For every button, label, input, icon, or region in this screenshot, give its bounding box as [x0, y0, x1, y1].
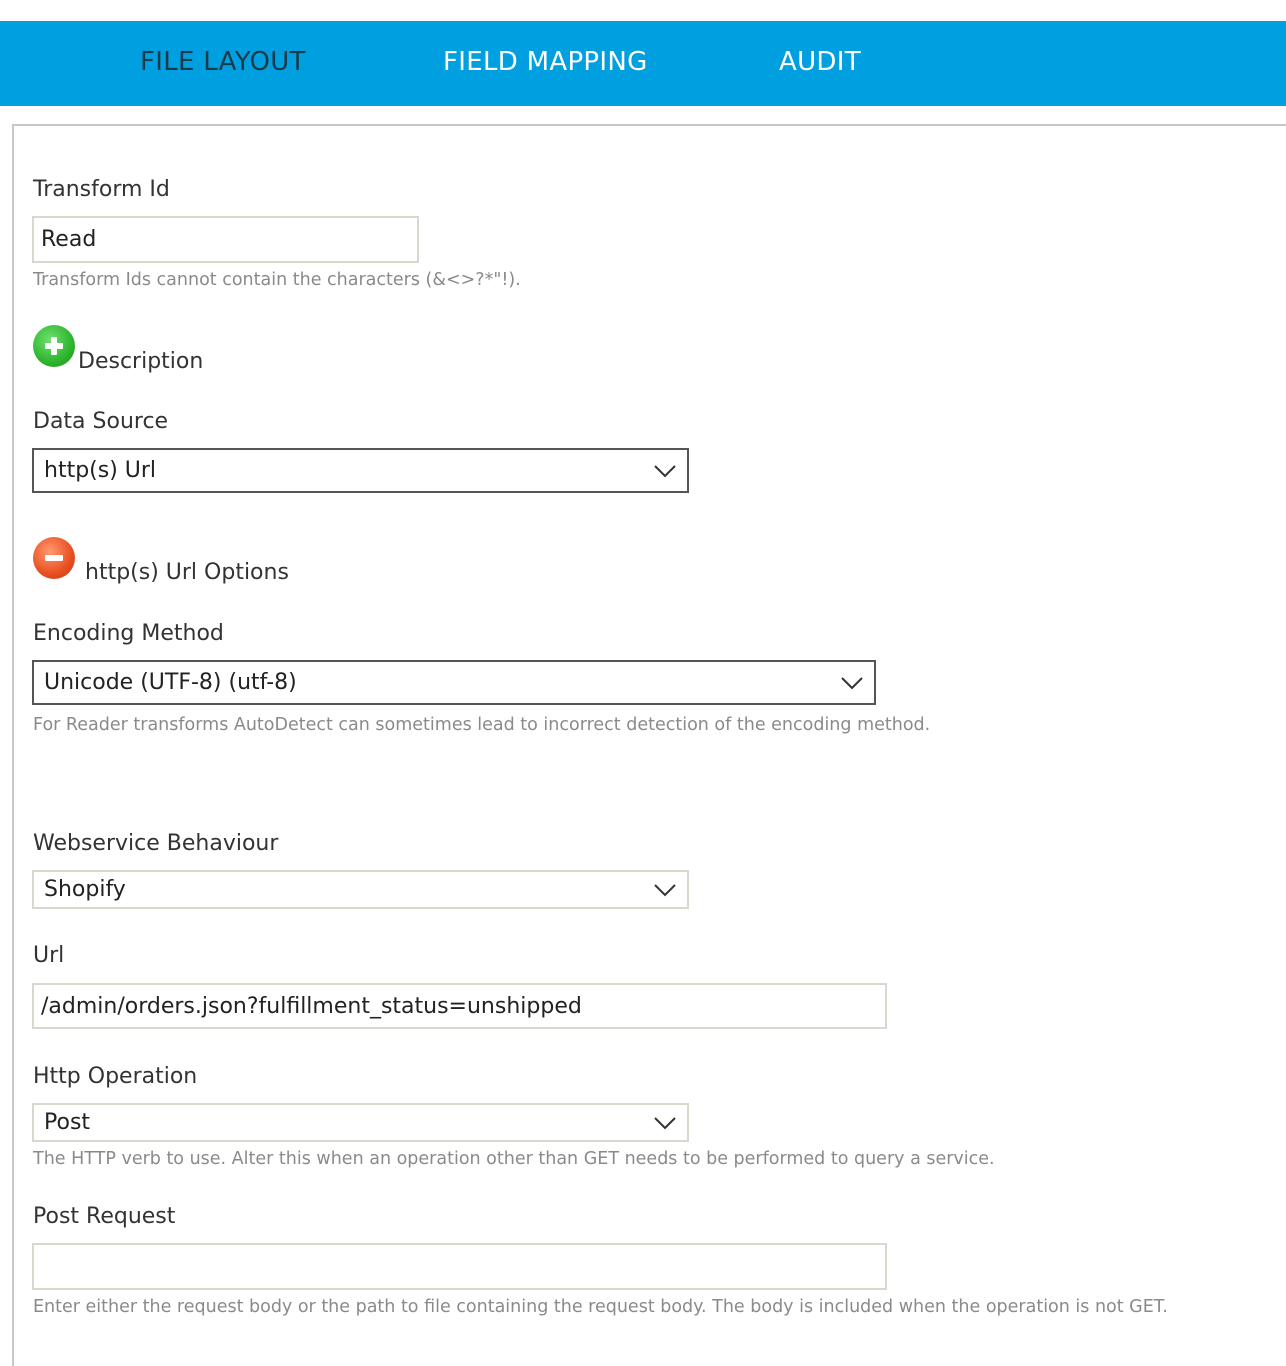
description-label: Description	[78, 349, 204, 374]
data-source-select[interactable]	[32, 448, 689, 493]
url-input[interactable]	[32, 983, 887, 1029]
webservice-behaviour-select[interactable]	[32, 870, 689, 909]
data-source-label: Data Source	[33, 409, 169, 434]
transform-id-value: Read	[41, 227, 97, 252]
minus-circle-icon[interactable]	[33, 537, 75, 579]
chevron-down-icon	[653, 464, 677, 478]
encoding-method-value: Unicode (UTF-8) (utf-8)	[44, 670, 297, 695]
url-value: /admin/orders.json?fulfillment_status=unshipped	[41, 993, 582, 1019]
http-operation-label: Http Operation	[33, 1064, 198, 1089]
post-request-help: Enter either the request body or the path to file containing the request body. The body is included when the operation is not GET.	[33, 1297, 1168, 1317]
encoding-method-label: Encoding Method	[33, 621, 224, 646]
chevron-down-icon	[653, 883, 677, 897]
encoding-method-select[interactable]	[32, 660, 876, 705]
http-operation-help: The HTTP verb to use. Alter this when an operation other than GET needs to be performed to query a service.	[33, 1149, 995, 1169]
tab-audit[interactable]: AUDIT	[779, 47, 861, 77]
transform-id-input[interactable]	[32, 216, 419, 263]
post-request-input[interactable]	[32, 1243, 887, 1290]
url-label: Url	[33, 943, 65, 968]
tab-file-layout[interactable]: FILE LAYOUT	[140, 47, 306, 77]
http-operation-value: Post	[44, 1110, 91, 1135]
top-nav-bar	[0, 21, 1286, 106]
chevron-down-icon	[653, 1116, 677, 1130]
transform-id-label: Transform Id	[33, 177, 170, 202]
http-operation-select[interactable]	[32, 1103, 689, 1142]
webservice-behaviour-value: Shopify	[44, 877, 126, 902]
url-options-label: http(s) Url Options	[85, 560, 289, 585]
encoding-method-help: For Reader transforms AutoDetect can sometimes lead to incorrect detection of the encoding method.	[33, 715, 931, 735]
transform-id-help: Transform Ids cannot contain the characters (&<>?*"!).	[33, 270, 521, 290]
post-request-label: Post Request	[33, 1204, 176, 1229]
webservice-behaviour-label: Webservice Behaviour	[33, 831, 279, 856]
chevron-down-icon	[840, 676, 864, 690]
tab-field-mapping[interactable]: FIELD MAPPING	[443, 47, 648, 77]
form-panel	[12, 124, 1286, 1366]
data-source-value: http(s) Url	[44, 458, 157, 483]
plus-circle-icon[interactable]	[33, 325, 75, 367]
